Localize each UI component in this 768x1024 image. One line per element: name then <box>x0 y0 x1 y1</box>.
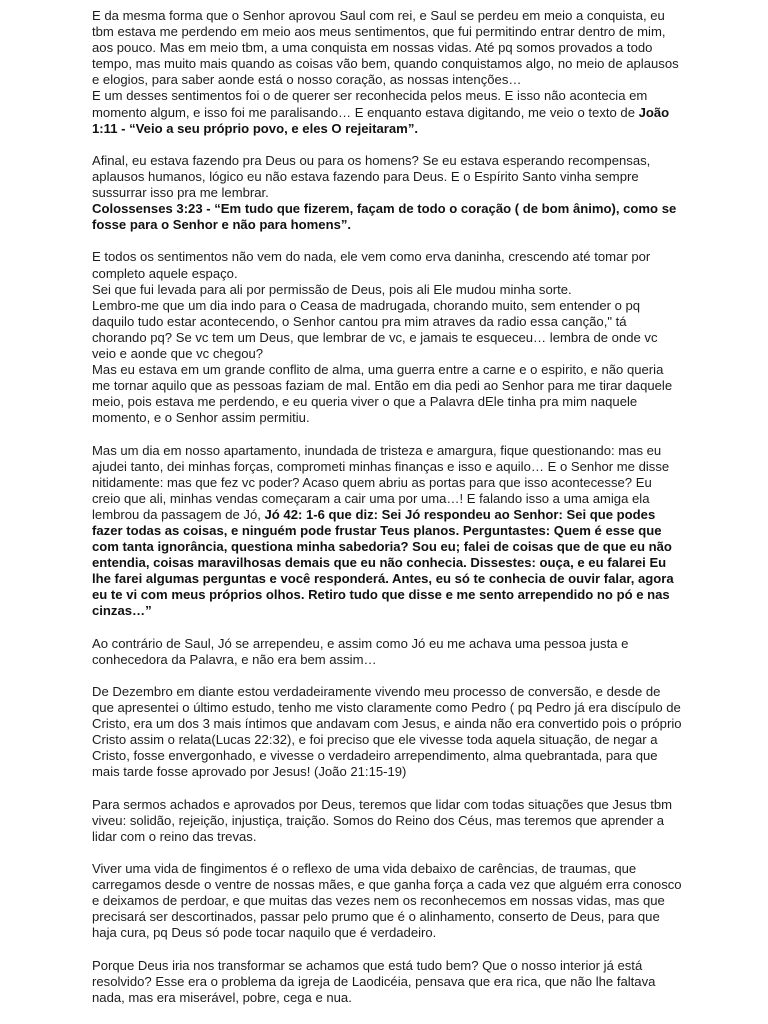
text-line <box>92 652 708 668</box>
text-segment: viveu: solidão, rejeição, injustiça, traição. Somos do Reino dos Céus, mas teremos que aprender a <box>92 812 665 828</box>
text-line <box>92 909 708 925</box>
paragraph <box>92 861 708 941</box>
text-segment: me tornar aquilo que as pessoas faziam de mal. Então em dia pedi ao Senhor para me tirar daquele <box>92 378 673 394</box>
text-segment: que apresentei o último estudo, tenho me visto claramente como Pedro ( pq Pedro já era discípulo de <box>92 700 681 716</box>
text-segment: e elogios, para saber aonde está o nosso coração, as nossas intenções… <box>92 72 522 88</box>
text-line <box>92 587 708 603</box>
text-segment: Mas um dia em nosso apartamento, inundada de tristeza e amargura, fique questionando: mas eu <box>92 442 662 458</box>
text-line <box>92 8 708 24</box>
bold-text-segment: Jó 42: 1-6 que diz: Sei Jó respondeu ao Senhor: Sei que podes <box>264 506 656 522</box>
text-segment: sussurrar isso pra me lembrar. <box>92 185 269 201</box>
text-line <box>92 700 708 716</box>
text-line <box>92 990 708 1006</box>
bold-text-segment: João <box>638 104 670 120</box>
text-segment: daquilo tudo estar acontecendo, o Senhor cantou pra mim atraves da radio essa canção," tá <box>92 313 627 329</box>
text-line <box>92 877 708 893</box>
text-segment: Ao contrário de Saul, Jó se arrependeu, e assim como Jó eu me achava uma pessoa justa e <box>92 635 629 651</box>
text-segment: e deixamos de perdoar, e que muitas das vezes nem os reconhecemos em nossas vidas, mas que <box>92 893 665 909</box>
text-line <box>92 925 708 941</box>
text-line <box>92 121 708 137</box>
text-line <box>92 459 708 475</box>
text-line <box>92 378 708 394</box>
text-line <box>92 56 708 72</box>
paragraph <box>92 249 708 426</box>
text-line <box>92 684 708 700</box>
paragraph <box>92 153 708 233</box>
text-line <box>92 443 708 459</box>
text-line <box>92 169 708 185</box>
text-line <box>92 603 708 619</box>
bold-text-segment: eu te vi com meus próprios olhos. Retiro tudo que disse e me sento arrependido no pó e nas <box>92 587 670 603</box>
text-segment: nada, mas era miserável, pobre, cega e nua. <box>92 989 352 1005</box>
bold-text-segment: fazer todas as coisas, e ninguém pode frustar Teus planos. Perguntastes: Quem é esse que <box>92 523 662 538</box>
text-line <box>92 861 708 877</box>
bold-text-segment: lhe farei algumas perguntas e você responderá. Antes, eu só te conhecia de ouvir falar, agora <box>92 571 674 587</box>
text-segment: aos pouco. Mas em meio tbm, a uma conquista em nossas vidas. Até pq somos provados a todo <box>92 40 653 56</box>
text-line <box>92 40 708 56</box>
paragraph <box>92 636 708 668</box>
text-line <box>92 298 708 314</box>
text-line <box>92 249 708 265</box>
text-line <box>92 330 708 346</box>
text-line <box>92 571 708 587</box>
text-segment: E todos os sentimentos não vem do nada, ele vem como erva daninha, crescendo até tomar por <box>92 249 651 265</box>
text-segment: tbm estava me perdendo em meio aos meus sentimentos, que fui permitindo entrar dentro de mim, <box>92 24 666 40</box>
text-line <box>92 362 708 378</box>
text-segment: lembrou da passagem de Jó, <box>92 506 265 522</box>
bold-text-segment: com tanta ignorância, questiona minha sabedoria? Sou eu; falei de coisas que de que eu não <box>92 539 672 555</box>
text-line <box>92 974 708 990</box>
text-line <box>92 24 708 40</box>
bold-text-segment: Colossenses 3:23 - “Em tudo que fizerem, façam de todo o coração ( de bom ânimo), como se <box>92 201 677 217</box>
text-segment: Cristo, era um dos 3 mais íntimos que andavam com Jesus, e ainda não era convertido pois o próprio <box>92 716 682 732</box>
text-segment: precisará ser descortinados, passar pelo prumo que é o alinhamento, conserto de Deus, para que <box>92 909 660 925</box>
text-segment: ajudei tanto, dei minhas forças, comprometi minhas finanças e isso e aquilo… E o Senhor me disse <box>92 458 670 474</box>
text-line <box>92 636 708 652</box>
text-line <box>92 346 708 362</box>
text-line <box>92 539 708 555</box>
text-segment: aplausos humanos, lógico eu não estava fazendo para Deus. E o Espírito Santo vinha sempre <box>92 168 639 184</box>
text-segment: Para sermos achados e aprovados por Deus, teremos que lidar com todas situações que Jesus tbm <box>92 796 673 812</box>
text-line <box>92 410 708 426</box>
text-line <box>92 314 708 330</box>
text-line <box>92 716 708 732</box>
text-segment: Porque Deus iria nos transformar se achamos que está tudo bem? Que o nosso interior já está <box>92 957 643 973</box>
text-line <box>92 72 708 88</box>
bold-text-segment: entendia, coisas maravilhosas demais que eu não conhecia. Dissestes: ouça, e eu falarei Eu <box>92 555 667 571</box>
text-segment: completo aquele espaço. <box>92 265 238 281</box>
text-line <box>92 523 708 539</box>
text-line <box>92 185 708 201</box>
bold-text-segment: 1:11 - “Veio a seu próprio povo, e eles O rejeitaram”. <box>92 120 419 136</box>
text-line <box>92 555 708 571</box>
text-segment: momento algum, e isso foi me paralisando… E enquanto estava digitando, me veio o texto de <box>92 104 639 120</box>
text-line <box>92 732 708 748</box>
text-segment: meio, pois estava me perdendo, e eu queria viver o que a Palavra dEle tinha pra mim naquele <box>92 394 638 410</box>
paragraph <box>92 8 708 137</box>
text-line <box>92 394 708 410</box>
text-segment: tempo, mas muito mais quando as coisas vão bem, quando conquistamos algo, no meio de aplausos <box>92 56 679 72</box>
text-segment: Mas eu estava em um grande conflito de alma, uma guerra entre a carne e o espirito, e não queria <box>92 362 664 378</box>
text-segment: Viver uma vida de fingimentos é o reflexo de uma vida debaixo de carências, de traumas, que <box>92 860 637 876</box>
text-line <box>92 475 708 491</box>
text-line <box>92 893 708 909</box>
text-segment: haja cura, pq Deus só pode tocar naquilo que é verdadeiro. <box>92 925 437 941</box>
text-segment: E da mesma forma que o Senhor aprovou Saul com rei, e Saul se perdeu em meio a conquista, eu <box>92 8 665 23</box>
text-segment: resolvido? Esse era o problema da igreja de Laodicéia, pensava que era rica, que não lhe faltava <box>92 973 656 989</box>
text-segment: mais tarde fosse aprovado por Jesus! (João 21:15-19) <box>92 764 407 780</box>
paragraph <box>92 958 708 1006</box>
text-line <box>92 507 708 523</box>
text-segment: lidar com o reino das trevas. <box>92 828 257 844</box>
text-segment: Lembro-me que um dia indo para o Ceasa de madrugada, chorando muito, sem entender o pq <box>92 297 641 313</box>
text-line <box>92 491 708 507</box>
text-line <box>92 266 708 282</box>
text-line <box>92 797 708 813</box>
bold-text-segment: cinzas…” <box>92 603 152 619</box>
text-segment: nitidamente: mas que fez vc poder? Acaso quem abriu as portas para que isso acontecesse? Eu <box>92 474 652 490</box>
text-segment: carregamos desde o ventre de nossas mães, e que ganha força a cada vez que alguém erra conosco <box>92 877 682 893</box>
text-line <box>92 764 708 780</box>
text-line <box>92 829 708 845</box>
text-line <box>92 153 708 169</box>
text-line <box>92 282 708 298</box>
text-line <box>92 958 708 974</box>
text-line <box>92 813 708 829</box>
text-segment: chorando pq? Se vc tem um Deus, que lembrar de vc, e jamais te esqueceu… lembra de onde vc <box>92 329 658 345</box>
paragraph <box>92 443 708 620</box>
paragraph <box>92 797 708 845</box>
text-line <box>92 217 708 233</box>
text-segment: Afinal, eu estava fazendo pra Deus ou para os homens? Se eu estava esperando recompensas, <box>92 152 651 168</box>
paragraph <box>92 684 708 781</box>
text-line <box>92 201 708 217</box>
bold-text-segment: fosse para o Senhor e não para homens”. <box>92 217 352 233</box>
text-line <box>92 748 708 764</box>
text-segment: conhecedora da Palavra, e não era bem assim… <box>92 651 377 667</box>
text-segment: E um desses sentimentos foi o de querer ser reconhecida pelos meus. E isso não acontecia em <box>92 88 648 104</box>
text-segment: momento, e o Senhor assim permitiu. <box>92 410 310 426</box>
text-segment: veio e aonde que vc chegou? <box>92 345 264 361</box>
text-segment: Cristo assim o relata(Lucas 22:32), e foi preciso que ele vivesse toda aquela situação, de negar a <box>92 732 658 748</box>
text-segment: creio que ali, minhas vendas começaram a cair uma por uma…! E falando isso a uma amiga ela <box>92 490 650 506</box>
text-line <box>92 88 708 104</box>
text-segment: De Dezembro em diante estou verdadeiramente vivendo meu processo de conversão, e desde de <box>92 683 661 699</box>
text-line <box>92 105 708 121</box>
text-segment: Cristo, fosse envergonhado, e vivesse o verdadeiro arrependimento, alma quebrantada, para que <box>92 748 658 764</box>
text-segment: Sei que fui levada para ali por permissão de Deus, pois ali Ele mudou minha sorte. <box>92 281 572 297</box>
